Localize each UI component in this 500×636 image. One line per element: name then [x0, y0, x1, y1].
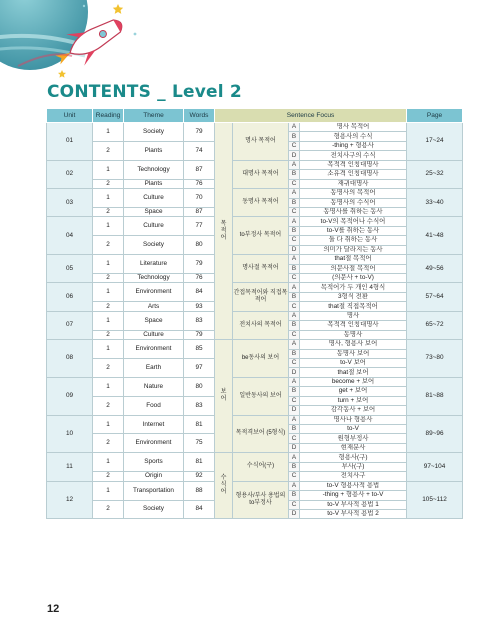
reading-number: 1 — [93, 189, 124, 208]
focus-item: 형용사(구) — [300, 453, 407, 462]
reading-number: 2 — [93, 434, 124, 453]
focus-item: 소유격 인칭대명사 — [300, 170, 407, 179]
contents-table-wrapper — [46, 108, 462, 519]
focus-code: B — [289, 462, 300, 471]
focus-code: D — [289, 509, 300, 518]
page-number: 12 — [47, 603, 60, 615]
focus-item: 3형식 전환 — [300, 292, 407, 301]
header-words: Words — [184, 109, 215, 123]
focus-item: to-V 부사적 용법 1 — [300, 500, 407, 509]
header-reading: Reading — [93, 109, 124, 123]
focus-code: D — [289, 443, 300, 452]
focus-code: C — [289, 330, 300, 339]
word-count: 85 — [184, 340, 215, 359]
focus-category: 명사절 목적어 — [233, 255, 289, 283]
focus-code: D — [289, 406, 300, 415]
big-category-label: 보어 — [215, 340, 233, 453]
unit-number: 02 — [47, 160, 93, 188]
focus-code: B — [289, 198, 300, 207]
focus-item: to-V — [300, 425, 407, 434]
focus-code: A — [289, 377, 300, 386]
reading-number: 2 — [93, 472, 124, 481]
reading-theme: Literature — [124, 255, 184, 274]
focus-item: 명사, 형용사 보어 — [300, 340, 407, 349]
focus-item: 전치사구 — [300, 472, 407, 481]
focus-code: B — [289, 387, 300, 396]
table-row — [47, 340, 463, 349]
focus-code: D — [289, 151, 300, 160]
reading-number: 1 — [93, 415, 124, 434]
reading-number: 2 — [93, 141, 124, 160]
table-row — [47, 311, 463, 320]
focus-item: that절 목적어 — [300, 255, 407, 264]
unit-number: 04 — [47, 217, 93, 255]
word-count: 75 — [184, 434, 215, 453]
focus-item: 원형부정사 — [300, 434, 407, 443]
table-row — [47, 481, 463, 490]
focus-item: get + 보어 — [300, 387, 407, 396]
reading-theme: Society — [124, 123, 184, 142]
word-count: 83 — [184, 311, 215, 330]
focus-code: D — [289, 368, 300, 377]
word-count: 80 — [184, 377, 215, 396]
focus-code: C — [289, 207, 300, 216]
focus-code: C — [289, 500, 300, 509]
word-count: 97 — [184, 358, 215, 377]
word-count: 84 — [184, 500, 215, 519]
focus-category: to부정사 목적어 — [233, 217, 289, 255]
page-range: 49~56 — [407, 255, 463, 283]
focus-category: 형용사/부사 용법의 to부정사 — [233, 481, 289, 519]
table-row — [47, 189, 463, 198]
focus-code: B — [289, 170, 300, 179]
focus-item: 목적격 인칭대명사 — [300, 321, 407, 330]
reading-number: 1 — [93, 453, 124, 472]
reading-theme: Arts — [124, 302, 184, 311]
word-count: 84 — [184, 283, 215, 302]
reading-theme: Plants — [124, 141, 184, 160]
page-range: 17~24 — [407, 123, 463, 161]
focus-item: to-V 보어 — [300, 358, 407, 367]
focus-category: 간접목적어와 직접목적어 — [233, 283, 289, 311]
word-count: 83 — [184, 396, 215, 415]
word-count: 92 — [184, 472, 215, 481]
focus-category: 대명사 목적어 — [233, 160, 289, 188]
reading-number: 2 — [93, 396, 124, 415]
reading-number: 2 — [93, 274, 124, 283]
unit-number: 06 — [47, 283, 93, 311]
reading-number: 1 — [93, 123, 124, 142]
reading-number: 1 — [93, 255, 124, 274]
table-row — [47, 415, 463, 424]
focus-item: become + 보어 — [300, 377, 407, 386]
contents-table — [46, 108, 463, 519]
focus-item: 동명사를 취하는 동사 — [300, 207, 407, 216]
reading-theme: Environment — [124, 283, 184, 302]
word-count: 74 — [184, 141, 215, 160]
table-body — [47, 123, 463, 519]
focus-item: 형용사의 수식 — [300, 132, 407, 141]
word-count: 76 — [184, 274, 215, 283]
reading-theme: Internet — [124, 415, 184, 434]
focus-category: 일반동사의 보어 — [233, 377, 289, 415]
unit-number: 09 — [47, 377, 93, 415]
focus-code: A — [289, 189, 300, 198]
unit-number: 12 — [47, 481, 93, 519]
word-count: 79 — [184, 255, 215, 274]
reading-theme: Technology — [124, 274, 184, 283]
page-range: 33~40 — [407, 189, 463, 217]
focus-code: B — [289, 321, 300, 330]
focus-category: 명사 목적어 — [233, 123, 289, 161]
unit-number: 03 — [47, 189, 93, 217]
reading-number: 1 — [93, 340, 124, 359]
focus-code: C — [289, 274, 300, 283]
focus-item: 동명사 보어 — [300, 349, 407, 358]
focus-code: A — [289, 415, 300, 424]
page-range: 97~104 — [407, 453, 463, 481]
focus-code: C — [289, 236, 300, 245]
focus-code: B — [289, 132, 300, 141]
focus-code: A — [289, 217, 300, 226]
unit-number: 10 — [47, 415, 93, 453]
page-range: 41~48 — [407, 217, 463, 255]
word-count: 87 — [184, 160, 215, 179]
unit-number: 07 — [47, 311, 93, 339]
big-category-label: 수식어 — [215, 453, 233, 519]
table-row — [47, 217, 463, 226]
focus-code: A — [289, 123, 300, 132]
focus-item: 둘 다 취하는 동사 — [300, 236, 407, 245]
reading-number: 2 — [93, 330, 124, 339]
reading-theme: Earth — [124, 358, 184, 377]
table-header-row — [47, 109, 463, 123]
table-row — [47, 160, 463, 169]
reading-number: 2 — [93, 207, 124, 216]
reading-theme: Transportation — [124, 481, 184, 500]
header-unit: Unit — [47, 109, 93, 123]
header-illustration — [0, 0, 500, 80]
focus-code: B — [289, 264, 300, 273]
focus-item: 부사(구) — [300, 462, 407, 471]
reading-number: 1 — [93, 283, 124, 302]
focus-item: (의문사 + to-V) — [300, 274, 407, 283]
focus-item: 현재분사 — [300, 443, 407, 452]
unit-number: 01 — [47, 123, 93, 161]
focus-item: 명사나 형용사 — [300, 415, 407, 424]
focus-item: 목적어가 두 개인 4형식 — [300, 283, 407, 292]
reading-theme: Space — [124, 207, 184, 216]
reading-theme: Food — [124, 396, 184, 415]
reading-theme: Technology — [124, 160, 184, 179]
focus-code: C — [289, 434, 300, 443]
focus-code: B — [289, 425, 300, 434]
word-count: 80 — [184, 236, 215, 255]
reading-theme: Nature — [124, 377, 184, 396]
focus-category: 전치사의 목적어 — [233, 311, 289, 339]
reading-theme: Environment — [124, 340, 184, 359]
focus-code: A — [289, 160, 300, 169]
header-theme: Theme — [124, 109, 184, 123]
focus-category: 수식어(구) — [233, 453, 289, 481]
focus-item: 전치사구의 수식 — [300, 151, 407, 160]
table-row — [47, 255, 463, 264]
word-count: 88 — [184, 481, 215, 500]
word-count: 79 — [184, 123, 215, 142]
focus-item: 의문사절 목적어 — [300, 264, 407, 273]
focus-item: 목적격 인칭대명사 — [300, 160, 407, 169]
focus-code: A — [289, 255, 300, 264]
focus-item: 명사 — [300, 311, 407, 320]
word-count: 76 — [184, 179, 215, 188]
reading-theme: Society — [124, 236, 184, 255]
focus-code: C — [289, 302, 300, 311]
focus-code: C — [289, 396, 300, 405]
focus-code: A — [289, 453, 300, 462]
reading-theme: Culture — [124, 189, 184, 208]
header-sentence-focus: Sentence Focus — [215, 109, 407, 123]
focus-item: 의미가 달라지는 동사 — [300, 245, 407, 254]
focus-code: C — [289, 141, 300, 150]
focus-item: 명사 목적어 — [300, 123, 407, 132]
reading-theme: Plants — [124, 179, 184, 188]
focus-code: B — [289, 292, 300, 301]
focus-category: 동명사 목적어 — [233, 189, 289, 217]
focus-code: C — [289, 358, 300, 367]
table-row — [47, 123, 463, 132]
reading-number: 2 — [93, 179, 124, 188]
focus-item: 동명사의 목적어 — [300, 189, 407, 198]
focus-code: C — [289, 179, 300, 188]
page-range: 65~72 — [407, 311, 463, 339]
word-count: 79 — [184, 330, 215, 339]
page-range: 73~80 — [407, 340, 463, 378]
focus-category: 목적격보어 (5형식) — [233, 415, 289, 453]
table-row — [47, 453, 463, 462]
reading-theme: Society — [124, 500, 184, 519]
focus-code: A — [289, 283, 300, 292]
focus-item: to-V를 취하는 동사 — [300, 226, 407, 235]
reading-number: 2 — [93, 358, 124, 377]
word-count: 77 — [184, 217, 215, 236]
reading-number: 2 — [93, 500, 124, 519]
focus-category: be동사의 보어 — [233, 340, 289, 378]
reading-theme: Space — [124, 311, 184, 330]
focus-code: A — [289, 340, 300, 349]
table-row — [47, 377, 463, 386]
unit-number: 08 — [47, 340, 93, 378]
focus-code: D — [289, 245, 300, 254]
page-range: 89~96 — [407, 415, 463, 453]
reading-theme: Culture — [124, 217, 184, 236]
focus-item: to-V 형용사적 용법 — [300, 481, 407, 490]
reading-number: 2 — [93, 302, 124, 311]
focus-item: 감각동사 + 보어 — [300, 406, 407, 415]
focus-item: to-V 부사적 용법 2 — [300, 509, 407, 518]
focus-item: -thing + 형용사 + to-V — [300, 491, 407, 500]
focus-code: A — [289, 311, 300, 320]
focus-item: 동명사 — [300, 330, 407, 339]
unit-number: 05 — [47, 255, 93, 283]
word-count: 87 — [184, 207, 215, 216]
focus-item: that절 직접목적어 — [300, 302, 407, 311]
focus-code: A — [289, 481, 300, 490]
focus-item: that절 보어 — [300, 368, 407, 377]
header-page: Page — [407, 109, 463, 123]
focus-item: 동명사의 수식어 — [300, 198, 407, 207]
table-row — [47, 283, 463, 292]
word-count: 93 — [184, 302, 215, 311]
reading-theme: Origin — [124, 472, 184, 481]
focus-code: C — [289, 472, 300, 481]
page-range: 81~88 — [407, 377, 463, 415]
reading-theme: Sports — [124, 453, 184, 472]
unit-number: 11 — [47, 453, 93, 481]
focus-code: B — [289, 226, 300, 235]
page-range: 57~64 — [407, 283, 463, 311]
reading-theme: Environment — [124, 434, 184, 453]
word-count: 70 — [184, 189, 215, 208]
page-range: 25~32 — [407, 160, 463, 188]
page-range: 105~112 — [407, 481, 463, 519]
reading-number: 2 — [93, 236, 124, 255]
word-count: 81 — [184, 453, 215, 472]
focus-item: to-V의 목적어나 수식어 — [300, 217, 407, 226]
big-category-label: 목적어 — [215, 123, 233, 340]
word-count: 81 — [184, 415, 215, 434]
focus-item: -thing + 형용사 — [300, 141, 407, 150]
focus-code: B — [289, 349, 300, 358]
reading-number: 1 — [93, 481, 124, 500]
reading-number: 1 — [93, 160, 124, 179]
focus-code: B — [289, 491, 300, 500]
reading-theme: Culture — [124, 330, 184, 339]
reading-number: 1 — [93, 311, 124, 330]
focus-item: turn + 보어 — [300, 396, 407, 405]
reading-number: 1 — [93, 377, 124, 396]
reading-number: 1 — [93, 217, 124, 236]
rocket-planet-illustration — [0, 0, 500, 80]
page-title: CONTENTS _ Level 2 — [47, 82, 242, 102]
focus-item: 재귀대명사 — [300, 179, 407, 188]
